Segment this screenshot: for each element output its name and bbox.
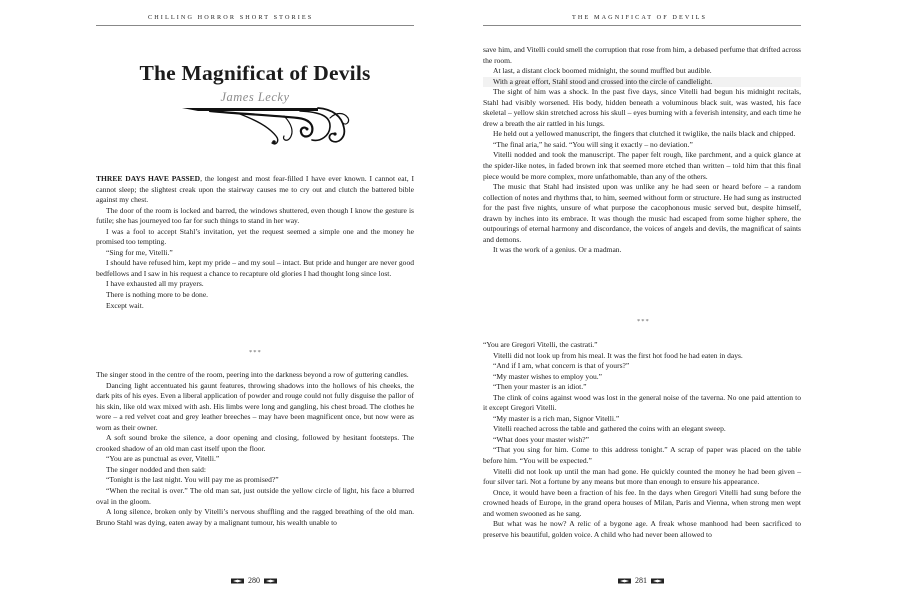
- paragraph: “That you sing for him. Come to this address tonight.” A scrap of paper was placed on the table before him. “You will be expected.”: [483, 445, 801, 466]
- section-break: ***: [637, 318, 650, 325]
- page-number-right: [618, 576, 664, 585]
- paragraph: “Tonight is the last night. You will pay me as promised?”: [106, 475, 279, 485]
- left-text-section-2: [96, 370, 414, 528]
- paragraph: Vitelli did not look up until the man had gone. He quickly counted the money he had been given – four silver tari. Not a fortune by any means but more than enough to ensure his appearance.: [483, 466, 801, 487]
- paragraph: “When the recital is over.” The old man sat, just outside the yellow circle of light, his face a blurred oval in the gloom.: [96, 486, 414, 506]
- paragraph: He held out a yellowed manuscript, the fingers that clutched it twiglike, the nails black and chipped.: [493, 129, 796, 139]
- paragraph: It was the work of a genius. Or a madman.: [493, 245, 622, 255]
- running-head-left: CHILLING HORROR SHORT STORIES: [148, 14, 314, 21]
- folio-ornament-icon: [651, 578, 664, 584]
- paragraph: Except wait.: [106, 300, 144, 310]
- page-number-text: 280: [248, 576, 260, 585]
- paragraph: “You are as punctual as ever, Vitelli.”: [106, 454, 220, 464]
- paragraph: “You are Gregori Vitelli, the castrati.”: [483, 340, 598, 349]
- page-number-text: 281: [635, 576, 647, 585]
- header-rule-left: [96, 25, 414, 26]
- paragraph: But what was he now? A relic of a bygone age. A freak whose manhood had been sacrificed to preserve his beautiful, golden voice. A child who had never been allowed to: [483, 519, 801, 539]
- paragraph: The clink of coins against wood was lost in the general noise of the taverna. No one paid attention to it except Gregori Vitelli.: [483, 392, 801, 413]
- opening-paragraph: THREE DAYS HAVE PASSED, the longest and most fear-filled I have ever known. I cannot eat, I cannot sleep; the slightest creak upon the stairway causes me to cry out and clutch the battered bible against my chest.: [96, 174, 414, 205]
- paragraph: “What does your master wish?”: [493, 434, 589, 444]
- decorative-flourish-icon: [180, 106, 352, 150]
- lead-in: THREE DAYS HAVE PASSED: [96, 174, 201, 183]
- highlighted-paragraph: With a great effort, Stahl stood and crossed into the circle of candlelight.: [483, 77, 801, 88]
- paragraph: A long silence, broken only by Vitelli’s nervous shuffling and the ragged breathing of the old man. Bruno Stahl was dying, eaten away by a malignant tumour, his wealth unable to: [96, 507, 414, 527]
- folio-ornament-icon: [618, 578, 631, 584]
- story-title: The Magnificat of Devils: [139, 61, 371, 85]
- paragraph: I should have refused him, kept my pride – and my soul – intact. But pride and hunger are never good bedfellows and I saw in his request a chance to recapture old glories I had thought long since lost.: [96, 258, 414, 278]
- paragraph: Once, it would have been a fraction of his fee. In the days when Gregori Vitelli had sung before the crowned heads of Europe, in the grand opera houses of Milan, Paris and Vienna, when strong men wept and women swooned as he sang.: [483, 487, 801, 518]
- paragraph: “My master is a rich man, Signor Vitelli.”: [493, 413, 620, 423]
- paragraph: The door of the room is locked and barred, the windows shuttered, even though I know the gesture is futile; she has journeyed too far for such things to stand in her way.: [96, 205, 414, 226]
- paragraph: I was a fool to accept Stahl’s invitation, yet the request seemed a simple one and the money he promised too tempting.: [96, 226, 414, 247]
- paragraph: “Sing for me, Vitelli.”: [106, 247, 173, 257]
- right-text-section-2: [483, 340, 801, 540]
- paragraph: At last, a distant clock boomed midnight, the sound muffled but audible.: [493, 66, 712, 76]
- paragraph: Vitelli nodded and took the manuscript. The paper felt rough, like parchment, and a quick glance at the spider-like notes, in faded brown ink that seemed more etched than written – told him that this final piece would be more complex, more unfathomable, than any of the others.: [483, 150, 801, 181]
- page-number-left: [231, 576, 277, 585]
- right-text-section-1: [483, 45, 801, 256]
- paragraph: “The final aria,” he said. “You will sing it exactly – no deviation.”: [493, 139, 693, 149]
- folio-ornament-icon: [231, 578, 244, 584]
- paragraph: The singer nodded and then said:: [106, 464, 206, 474]
- paragraph: “My master wishes to employ you.”: [493, 371, 602, 381]
- left-text-section-1: [96, 174, 414, 311]
- paragraph: I have exhausted all my prayers.: [106, 279, 204, 289]
- paragraph: There is nothing more to be done.: [106, 290, 209, 300]
- story-author: James Lecky: [220, 90, 290, 104]
- folio-ornament-icon: [264, 578, 277, 584]
- paragraph: save him, and Vitelli could smell the corruption that rose from him, a debased perfume that drifted across the room.: [483, 45, 801, 65]
- running-head-right: THE MAGNIFICAT OF DEVILS: [572, 14, 708, 21]
- paragraph: The sight of him was a shock. In the past five days, since Vitelli had begun his midnight recitals, Stahl had visibly worsened. His body, hidden beneath a voluminous black suit, was wasted, his face skeletal – yellow skin stretched across his skull – eyes burning with a feverish intensity, and each time he drew a breath the air rattled in his lungs.: [483, 87, 801, 128]
- paragraph: The singer stood in the centre of the room, peering into the darkness beyond a row of guttering candles.: [96, 370, 409, 379]
- right-page: [450, 0, 900, 600]
- paragraph: Dancing light accentuated his gaunt features, throwing shadows into the hollows of his cheeks, the dark pits of his eyes. Even a liberal application of powder and rouge could not fully disguise the pallor of his skin, like old wax mixed with ash. His limbs were long and gangling, his chest broad. The clothes he wore – a red velvet coat and grey leather breeches – may have been magnificent once, but now were as worn as their owner.: [96, 380, 414, 432]
- section-break: ***: [249, 349, 262, 356]
- paragraph: “And if I am, what concern is that of yours?”: [493, 361, 630, 371]
- paragraph: Vitelli did not look up from his meal. It was the first hot food he had eaten in days.: [493, 350, 743, 360]
- paragraph: The music that Stahl had insisted upon was unlike any he had seen or heard before – a random collection of notes and rhythms that, to him, seemed without form or structure. He had sung as instructed for the past five nights, unsure of what purpose the cacophonous music served but, despite himself, drawn by inches into its embrace. It was though the music had escaped from some higher sphere, the outpourings of eternal harmony and discordance, the voices of angels and devils, the magnificat of saints and demons.: [483, 182, 801, 244]
- paragraph: A soft sound broke the silence, a door opening and closing, followed by hesitant footsteps. The crooked shadow of an old man cast itself upon the floor.: [96, 433, 414, 453]
- paragraph: Vitelli reached across the table and gathered the coins with an elegant sweep.: [493, 424, 726, 434]
- paragraph: “Then your master is an idiot.”: [493, 382, 587, 392]
- header-rule-right: [483, 25, 801, 26]
